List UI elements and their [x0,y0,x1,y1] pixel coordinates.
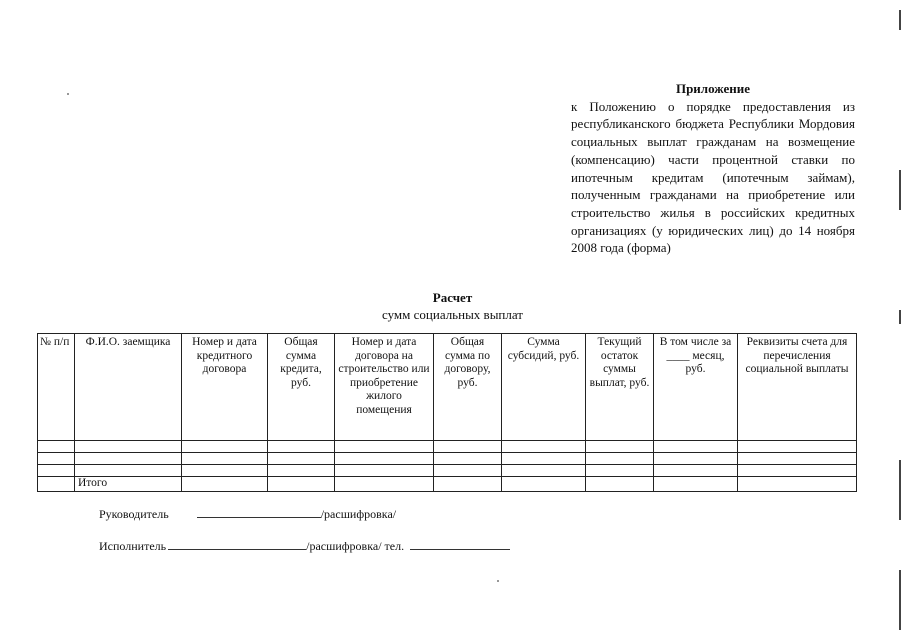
table-cell [434,465,502,477]
decode-label: /расшифровка/ [320,507,397,521]
column-header: Номер и дата договора на строительство или приобретение жилого помещения [335,334,434,441]
appendix-text: к Положению о порядке предоставления из республиканского бюджета Республики Мордовия социальных выплат гражданам на возмещение (компенсацию) части процентной ставки по ипотечным кредитам (ипотечным займам), полученным гражданами на приобретение или строительство жилья в российских кредитных организациях (у юридических лиц) до 14 ноября 2008 года (форма) [571,98,855,256]
table-cell [335,453,434,465]
table-cell [75,441,182,453]
table-cell [654,441,738,453]
table-cell [738,441,857,453]
executor-label: Исполнитель [99,539,167,553]
table-cell [502,465,586,477]
table-cell [586,453,654,465]
table-cell [268,477,335,492]
appendix-block [571,80,855,257]
table-cell [502,441,586,453]
head-label: Руководитель [99,507,169,521]
scan-speck [497,580,499,582]
table-cell [38,441,75,453]
column-header: Реквизиты счета для перечисления социальной выплаты [738,334,857,441]
total-label: Итого [75,477,182,492]
table-cell [502,453,586,465]
table-cell [38,453,75,465]
payments-table [37,333,857,492]
table-cell [738,477,857,492]
column-header: Номер и дата кредитного договора [182,334,268,441]
table-cell [586,465,654,477]
table-cell [182,441,268,453]
table-cell [654,465,738,477]
appendix-title: Приложение [675,81,751,96]
table-cell [182,453,268,465]
head-signature-line [99,505,396,522]
table-row [38,441,857,453]
table-cell [182,477,268,492]
calculation-subtitle: сумм социальных выплат [382,307,523,322]
scan-speck [67,93,69,95]
table-row [38,453,857,465]
table-cell [182,465,268,477]
table-cell [335,477,434,492]
signature-blank [197,505,321,518]
table-cell [75,453,182,465]
table-cell [434,453,502,465]
column-header: № п/п [38,334,75,441]
phone-label: тел. [384,539,405,553]
table-cell [654,453,738,465]
calculation-title: Расчет [432,290,473,305]
executor-signature-line [99,537,510,554]
scan-edge-mark [899,10,901,630]
column-header: В том числе за ____ месяц, руб. [654,334,738,441]
table-cell [268,465,335,477]
column-header: Текущий остаток суммы выплат, руб. [586,334,654,441]
table-cell [335,465,434,477]
column-header: Ф.И.О. заемщика [75,334,182,441]
table-cell [268,453,335,465]
table-cell [75,465,182,477]
table-cell [268,441,335,453]
column-header: Сумма субсидий, руб. [502,334,586,441]
phone-blank [410,537,510,550]
table-cell [738,453,857,465]
table-cell [654,477,738,492]
table-cell [502,477,586,492]
table-cell [38,477,75,492]
signature-blank [168,537,306,550]
table-cell [586,477,654,492]
table-cell [586,441,654,453]
column-header: Общая сумма по договору, руб. [434,334,502,441]
table-cell [434,441,502,453]
table-cell [38,465,75,477]
table-row [38,465,857,477]
decode-label: /расшифровка/ [306,539,382,553]
table-cell [434,477,502,492]
column-header: Общая сумма кредита, руб. [268,334,335,441]
total-row [38,477,857,492]
table-cell [335,441,434,453]
table-cell [738,465,857,477]
table-header-row [38,334,857,441]
